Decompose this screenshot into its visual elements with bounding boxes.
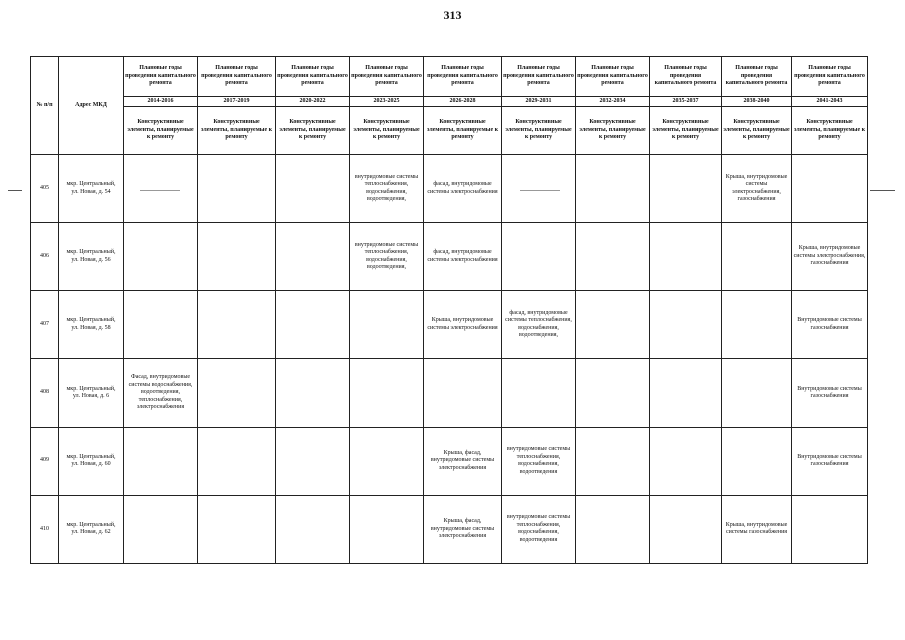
repair-elements-cell — [576, 495, 650, 563]
repair-elements-cell: Фасад, внутридомовые системы водоснабжения, водоотведения, теплоснабжения, электроснабжения — [124, 359, 198, 427]
repair-elements-cell: Крыша, фасад, внутридомовые системы электроснабжения — [424, 495, 502, 563]
repair-elements-cell: внутридомовые системы теплоснабжения, водоснабжения, водоотведения — [502, 427, 576, 495]
table-row — [31, 291, 868, 359]
elements-header: Конструктивные элементы, планируемые к ремонту — [722, 107, 792, 155]
repair-elements-cell — [650, 359, 722, 427]
repair-elements-cell — [502, 155, 576, 223]
repair-elements-cell — [350, 359, 424, 427]
table-row — [31, 495, 868, 563]
planned-years-header: Плановые годы проведения капитального ремонта — [502, 57, 576, 97]
repair-elements-cell: Крыша, внутридомовые системы электроснабжения, газоснабжения — [722, 155, 792, 223]
planned-years-header: Плановые годы проведения капитального ремонта — [722, 57, 792, 97]
repair-elements-cell — [792, 495, 868, 563]
row-number: 407 — [31, 291, 59, 359]
period-header: 2035-2037 — [650, 97, 722, 107]
elements-header: Конструктивные элементы, планируемые к ремонту — [424, 107, 502, 155]
address-cell — [59, 427, 124, 495]
repair-elements-cell — [124, 495, 198, 563]
row-number: 406 — [31, 223, 59, 291]
row-number: 409 — [31, 427, 59, 495]
address-street: ул. Новая, д. 62 — [71, 529, 111, 536]
repair-elements-cell — [792, 155, 868, 223]
repair-elements-cell — [424, 359, 502, 427]
elements-header: Конструктивные элементы, планируемые к ремонту — [276, 107, 350, 155]
repair-elements-cell — [650, 291, 722, 359]
period-header: 2020-2022 — [276, 97, 350, 107]
column-header-number: № п/п — [31, 57, 59, 155]
scan-artifact-line — [870, 190, 895, 191]
period-header: 2026-2028 — [424, 97, 502, 107]
repair-elements-cell: внутридомовые системы теплоснабжения, водоснабжения, водоотведения, — [350, 223, 424, 291]
repair-elements-cell: Внутридомовые системы газоснабжения — [792, 359, 868, 427]
repair-elements-cell: Крыша, внутридомовые системы электроснабжения, газоснабжения — [792, 223, 868, 291]
repair-elements-cell: внутридомовые системы теплоснабжения, водоснабжения, водоотведения — [502, 495, 576, 563]
repair-elements-cell — [722, 291, 792, 359]
repair-elements-cell: Внутридомовые системы газоснабжения — [792, 291, 868, 359]
repair-elements-cell — [124, 223, 198, 291]
address-cell — [59, 495, 124, 563]
repair-elements-cell — [576, 155, 650, 223]
repair-elements-cell — [198, 155, 276, 223]
address-street: ул. Новая, д. 56 — [71, 256, 111, 263]
repair-elements-cell: фасад, внутридомовые системы теплоснабжения, водоснабжения, водоотведения, — [502, 291, 576, 359]
planned-years-header: Плановые годы проведения капитального ремонта — [350, 57, 424, 97]
scan-artifact-line — [8, 190, 22, 191]
repair-elements-cell — [722, 427, 792, 495]
repair-elements-cell — [502, 223, 576, 291]
repair-elements-cell — [124, 427, 198, 495]
planned-years-header: Плановые годы проведения капитального ремонта — [650, 57, 722, 97]
address-cell — [59, 155, 124, 223]
repair-elements-cell — [350, 427, 424, 495]
address-street: ул. Новая, д. 58 — [71, 324, 111, 331]
address-district: мкр. Центральный, — [66, 453, 116, 460]
repair-elements-cell — [276, 223, 350, 291]
row-number: 410 — [31, 495, 59, 563]
address-street: ул. Новая, д. 60 — [71, 461, 111, 468]
repair-elements-cell: фасад, внутридомовые системы электроснабжения — [424, 223, 502, 291]
repair-elements-cell: внутридомовые системы теплоснабжения, водоснабжения, водоотведения, — [350, 155, 424, 223]
elements-header: Конструктивные элементы, планируемые к ремонту — [792, 107, 868, 155]
repair-elements-cell — [350, 291, 424, 359]
repair-elements-cell — [576, 427, 650, 495]
address-district: мкр. Центральный, — [66, 249, 116, 256]
repair-elements-cell — [722, 359, 792, 427]
repair-elements-cell — [650, 223, 722, 291]
period-header: 2029-2031 — [502, 97, 576, 107]
repair-elements-cell — [650, 427, 722, 495]
repair-elements-cell: Крыша, внутридомовые системы электроснабжения — [424, 291, 502, 359]
period-header: 2017-2019 — [198, 97, 276, 107]
planned-years-header: Плановые годы проведения капитального ремонта — [124, 57, 198, 97]
repair-elements-cell: Внутридомовые системы газоснабжения — [792, 427, 868, 495]
period-header: 2014-2016 — [124, 97, 198, 107]
address-cell — [59, 291, 124, 359]
repair-elements-cell — [198, 427, 276, 495]
repair-elements-cell: Крыша, фасад, внутридомовые системы электроснабжения — [424, 427, 502, 495]
repair-elements-cell — [276, 359, 350, 427]
elements-header: Конструктивные элементы, планируемые к ремонту — [350, 107, 424, 155]
repair-elements-cell — [276, 291, 350, 359]
repair-elements-cell — [350, 495, 424, 563]
repair-elements-cell — [576, 359, 650, 427]
period-header: 2032-2034 — [576, 97, 650, 107]
repair-elements-cell: фасад, внутридомовые системы электроснабжения — [424, 155, 502, 223]
planned-years-header: Плановые годы проведения капитального ремонта — [424, 57, 502, 97]
repair-elements-cell — [124, 291, 198, 359]
address-cell — [59, 359, 124, 427]
row-number: 408 — [31, 359, 59, 427]
elements-header: Конструктивные элементы, планируемые к ремонту — [198, 107, 276, 155]
repair-elements-cell — [276, 495, 350, 563]
repair-elements-cell — [502, 359, 576, 427]
address-cell — [59, 223, 124, 291]
planned-years-header: Плановые годы проведения капитального ремонта — [198, 57, 276, 97]
column-header-address: Адрес МКД — [59, 57, 124, 155]
period-header: 2023-2025 — [350, 97, 424, 107]
repair-elements-cell — [722, 223, 792, 291]
capital-repair-table — [30, 56, 868, 564]
elements-header: Конструктивные элементы, планируемые к ремонту — [650, 107, 722, 155]
repair-elements-cell — [198, 223, 276, 291]
elements-header: Конструктивные элементы, планируемые к ремонту — [502, 107, 576, 155]
repair-elements-cell — [650, 495, 722, 563]
planned-years-header: Плановые годы проведения капитального ремонта — [576, 57, 650, 97]
repair-elements-cell — [124, 155, 198, 223]
elements-header: Конструктивные элементы, планируемые к ремонту — [124, 107, 198, 155]
repair-elements-cell: Крыша, внутридомовые системы газоснабжения — [722, 495, 792, 563]
address-street: ул. Новая, д. 54 — [71, 188, 111, 195]
planned-years-header: Плановые годы проведения капитального ремонта — [792, 57, 868, 97]
address-district: мкр. Центральный, — [66, 385, 116, 392]
repair-elements-cell — [198, 359, 276, 427]
period-header: 2038-2040 — [722, 97, 792, 107]
address-district: мкр. Центральный, — [66, 521, 116, 528]
repair-elements-cell — [198, 495, 276, 563]
address-district: мкр. Центральный, — [66, 181, 116, 188]
page-number: 313 — [443, 8, 462, 22]
row-number: 405 — [31, 155, 59, 223]
repair-elements-cell — [576, 291, 650, 359]
table-row — [31, 359, 868, 427]
table-row — [31, 223, 868, 291]
repair-elements-cell — [576, 223, 650, 291]
repair-elements-cell — [276, 155, 350, 223]
repair-elements-cell — [650, 155, 722, 223]
table-row — [31, 427, 868, 495]
table-row — [31, 155, 868, 223]
address-district: мкр. Центральный, — [66, 317, 116, 324]
address-street: ул. Новая, д. 6 — [72, 393, 110, 400]
repair-elements-cell — [276, 427, 350, 495]
period-header: 2041-2043 — [792, 97, 868, 107]
planned-years-header: Плановые годы проведения капитального ремонта — [276, 57, 350, 97]
elements-header: Конструктивные элементы, планируемые к ремонту — [576, 107, 650, 155]
repair-elements-cell — [198, 291, 276, 359]
